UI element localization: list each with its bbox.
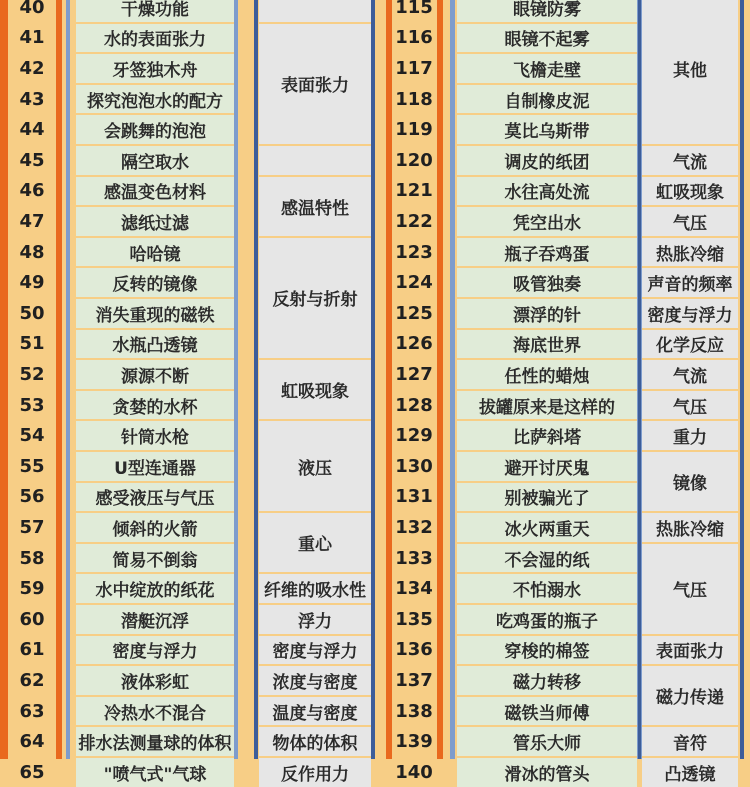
row-number: 128 (395, 394, 433, 416)
category-cell: 虹吸现象 (259, 360, 371, 419)
experiment-name: 消失重现的磁铁 (76, 299, 234, 328)
row-number: 52 (19, 363, 45, 385)
column-border (371, 0, 375, 759)
experiment-name: U型连通器 (76, 452, 234, 481)
category-cell (259, 0, 371, 22)
row-number: 63 (19, 700, 45, 722)
category-cell: 磁力传递 (642, 666, 738, 725)
row-number: 58 (19, 547, 45, 569)
row-number: 118 (395, 88, 433, 110)
category-cell: 凸透镜 (642, 758, 738, 787)
category-cell: 其他 (642, 0, 738, 144)
category-cell: 气压 (642, 391, 738, 420)
row-number: 132 (395, 516, 433, 538)
experiment-name: 冰火两重天 (457, 513, 637, 542)
experiment-name: 源源不断 (76, 360, 234, 389)
experiment-name: 海底世界 (457, 330, 637, 359)
row-number: 64 (19, 731, 45, 753)
experiment-name: 不怕溺水 (457, 574, 637, 603)
experiment-name: 牙签独木舟 (76, 54, 234, 83)
experiment-name: 拔罐原来是这样的 (457, 391, 637, 420)
experiment-name: 简易不倒翁 (76, 544, 234, 573)
row-number: 41 (19, 27, 45, 49)
category-cell: 重力 (642, 421, 738, 450)
experiment-name: 磁力转移 (457, 666, 637, 695)
category-cell: 气流 (642, 360, 738, 389)
experiment-name: 反转的镜像 (76, 268, 234, 297)
category-cell: 表面张力 (642, 636, 738, 665)
row-number: 120 (395, 149, 433, 171)
experiment-name: 哈哈镜 (76, 238, 234, 267)
experiment-name: 滑冰的管头 (457, 758, 637, 787)
experiment-name: 液体彩虹 (76, 666, 234, 695)
row-number: 133 (395, 547, 433, 569)
column-border (437, 0, 443, 759)
experiment-name: 密度与浮力 (76, 636, 234, 665)
row-number: 124 (395, 272, 433, 294)
category-cell: 密度与浮力 (259, 636, 371, 665)
category-cell: 密度与浮力 (642, 299, 738, 328)
experiment-name: 比萨斜塔 (457, 421, 637, 450)
row-number: 65 (19, 761, 45, 783)
category-cell: 气压 (642, 544, 738, 634)
category-cell: 化学反应 (642, 330, 738, 359)
row-number: 61 (19, 639, 45, 661)
row-number: 136 (395, 639, 433, 661)
row-number: 116 (395, 27, 433, 49)
row-number: 43 (19, 88, 45, 110)
experiment-name: 排水法测量球的体积 (76, 727, 234, 756)
experiment-name: 管乐大师 (457, 727, 637, 756)
experiment-name: 滤纸过滤 (76, 207, 234, 236)
row-number: 54 (19, 425, 45, 447)
experiment-name: 贪婪的水杯 (76, 391, 234, 420)
experiment-name: 漂浮的针 (457, 299, 637, 328)
experiment-name: 水中绽放的纸花 (76, 574, 234, 603)
experiment-name: 任性的蜡烛 (457, 360, 637, 389)
experiment-name: 探究泡泡水的配方 (76, 85, 234, 114)
experiment-name: 针筒水枪 (76, 421, 234, 450)
row-number: 122 (395, 210, 433, 232)
column-border (0, 0, 8, 759)
row-number: 121 (395, 180, 433, 202)
row-number: 59 (19, 578, 45, 600)
experiment-name: 别被骗光了 (457, 483, 637, 512)
category-cell: 虹吸现象 (642, 177, 738, 206)
experiment-name: 避开讨厌鬼 (457, 452, 637, 481)
experiment-name: 飞檐走壁 (457, 54, 637, 83)
experiment-name: 不会湿的纸 (457, 544, 637, 573)
column-border (234, 0, 238, 759)
experiment-name: 水瓶凸透镜 (76, 330, 234, 359)
row-number: 139 (395, 731, 433, 753)
experiment-name: 干燥功能 (76, 0, 234, 22)
experiment-name: 会跳舞的泡泡 (76, 115, 234, 144)
experiment-name: 眼镜防雾 (457, 0, 637, 22)
experiment-name: 潜艇沉浮 (76, 605, 234, 634)
category-cell: 镜像 (642, 452, 738, 511)
experiment-name: 凭空出水 (457, 207, 637, 236)
row-number: 40 (19, 0, 45, 18)
experiment-name: 自制橡皮泥 (457, 85, 637, 114)
experiment-name: "喷气式"气球 (76, 758, 234, 787)
experiment-name: 吃鸡蛋的瓶子 (457, 605, 637, 634)
experiment-name: 吸管独奏 (457, 268, 637, 297)
row-number: 127 (395, 363, 433, 385)
row-number: 57 (19, 516, 45, 538)
column-border (638, 0, 641, 759)
row-number: 130 (395, 455, 433, 477)
experiment-name: 水往高处流 (457, 177, 637, 206)
category-cell: 反射与折射 (259, 238, 371, 358)
row-number: 62 (19, 669, 45, 691)
row-number: 135 (395, 608, 433, 630)
row-number: 55 (19, 455, 45, 477)
row-number: 137 (395, 669, 433, 691)
category-cell: 液压 (259, 421, 371, 511)
category-cell: 反作用力 (259, 758, 371, 787)
row-number: 48 (19, 241, 45, 263)
row-number: 42 (19, 57, 45, 79)
row-number: 131 (395, 486, 433, 508)
category-cell: 浓度与密度 (259, 666, 371, 695)
experiment-name: 冷热水不混合 (76, 697, 234, 726)
experiment-name: 倾斜的火箭 (76, 513, 234, 542)
category-cell: 纤维的吸水性 (259, 574, 371, 603)
column-border (56, 0, 62, 759)
row-number: 56 (19, 486, 45, 508)
row-number: 123 (395, 241, 433, 263)
row-number: 46 (19, 180, 45, 202)
category-cell (259, 146, 371, 175)
row-number: 115 (395, 0, 433, 18)
row-number: 119 (395, 119, 433, 141)
category-cell: 气流 (642, 146, 738, 175)
row-number: 126 (395, 333, 433, 355)
column-border (254, 0, 258, 759)
row-number: 49 (19, 272, 45, 294)
category-cell: 声音的频率 (642, 268, 738, 297)
row-number: 53 (19, 394, 45, 416)
row-number: 138 (395, 700, 433, 722)
row-number: 51 (19, 333, 45, 355)
experiment-name: 隔空取水 (76, 146, 234, 175)
category-cell: 重心 (259, 513, 371, 572)
category-cell: 音符 (642, 727, 738, 756)
row-number: 47 (19, 210, 45, 232)
row-number: 125 (395, 302, 433, 324)
category-cell: 浮力 (259, 605, 371, 634)
row-number: 129 (395, 425, 433, 447)
experiment-name: 眼镜不起雾 (457, 24, 637, 53)
row-number: 44 (19, 119, 45, 141)
column-border (740, 0, 744, 759)
category-cell: 表面张力 (259, 24, 371, 144)
experiment-name: 瓶子吞鸡蛋 (457, 238, 637, 267)
category-cell: 温度与密度 (259, 697, 371, 726)
category-cell: 热胀冷缩 (642, 238, 738, 267)
row-number: 117 (395, 57, 433, 79)
experiment-name: 穿梭的棉签 (457, 636, 637, 665)
row-number: 60 (19, 608, 45, 630)
column-border (450, 0, 455, 759)
category-cell: 物体的体积 (259, 727, 371, 756)
category-cell: 气压 (642, 207, 738, 236)
category-cell: 感温特性 (259, 177, 371, 236)
experiment-name: 水的表面张力 (76, 24, 234, 53)
experiment-name: 莫比乌斯带 (457, 115, 637, 144)
row-number: 134 (395, 578, 433, 600)
experiment-name: 感受液压与气压 (76, 483, 234, 512)
category-cell: 热胀冷缩 (642, 513, 738, 542)
row-number: 140 (395, 761, 433, 783)
experiment-name: 磁铁当师傅 (457, 697, 637, 726)
experiment-name: 调皮的纸团 (457, 146, 637, 175)
row-number: 45 (19, 149, 45, 171)
column-border (66, 0, 70, 759)
row-number: 50 (19, 302, 45, 324)
experiment-name: 感温变色材料 (76, 177, 234, 206)
